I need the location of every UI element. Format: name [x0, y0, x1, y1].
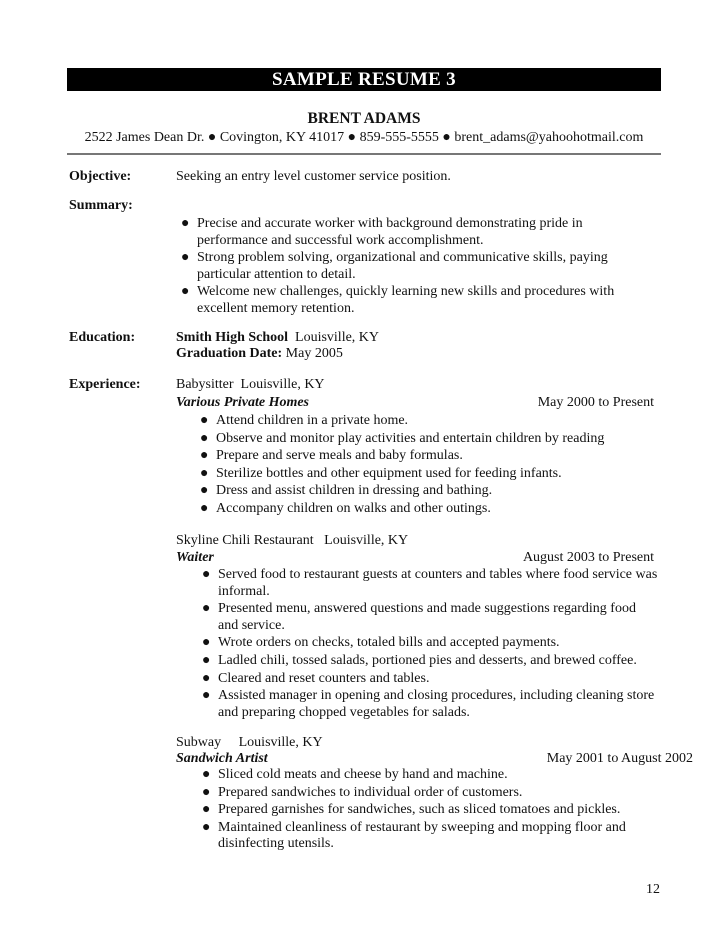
list-item: ● Prepared sandwiches to individual order of customers. — [202, 784, 523, 800]
job-duties-list — [202, 567, 658, 722]
bullet-icon: ● — [200, 500, 209, 516]
list-item: ● Ladled chili, tossed salads, portioned pies and desserts, and brewed coffee. — [202, 652, 637, 668]
bullet-icon: ● — [202, 567, 211, 582]
job-role: Sandwich Artist — [176, 751, 268, 766]
bullet-icon: ● — [181, 284, 190, 300]
school-name: Smith High School — [176, 330, 289, 345]
graduation-line — [176, 346, 343, 362]
bullet-icon: ● — [200, 483, 209, 499]
list-item: ● Prepared garnishes for sandwiches, such as sliced tomatoes and pickles. — [202, 802, 621, 818]
summary-list — [181, 216, 633, 319]
job-employer-line: Skyline Chili Restaurant Louisville, KY — [176, 533, 409, 548]
objective-text: Seeking an entry level customer service position. — [176, 169, 451, 184]
school-location: Louisville, KY — [295, 330, 380, 345]
job-role: Waiter — [176, 550, 214, 565]
job-duties-list — [202, 767, 658, 854]
graduation-label: Graduation Date: — [176, 346, 283, 361]
list-item: ● Presented menu, answered questions and made suggestions regarding food and service. — [202, 601, 636, 633]
list-item: ● Assisted manager in opening and closing procedures, including cleaning store and preparing chopped vegetables for salads. — [202, 688, 655, 720]
list-item: ● Maintained cleanliness of restaurant by sweeping and mopping floor and disinfecting utensils. — [202, 819, 626, 852]
experience-label: Experience: — [69, 377, 141, 392]
bullet-icon: ● — [181, 250, 190, 266]
list-item: ● Dress and assist children in dressing and bathing. — [200, 483, 493, 499]
header-divider — [67, 153, 661, 155]
bullet-icon: ● — [202, 601, 211, 617]
education-label: Education: — [69, 330, 136, 345]
list-item: ● Prepare and serve meals and baby formulas. — [200, 448, 463, 464]
document-banner: SAMPLE RESUME 3 — [67, 68, 661, 91]
bullet-icon: ● — [202, 784, 211, 800]
list-item: ● Sliced cold meats and cheese by hand and machine. — [202, 767, 508, 782]
job-dates: August 2003 to Present — [522, 550, 654, 565]
bullet-icon: ● — [200, 465, 209, 481]
list-item: ● Sterilize bottles and other equipment used for feeding infants. — [200, 465, 562, 481]
bullet-icon: ● — [202, 670, 211, 686]
list-item: ● Served food to restaurant guests at counters and tables where food service was informal. — [202, 567, 658, 599]
job-dates: May 2000 to Present — [537, 395, 654, 410]
bullet-icon: ● — [200, 430, 209, 446]
list-item: ● Attend children in a private home. — [200, 413, 409, 428]
list-item: ● Accompany children on walks and other outings. — [200, 500, 491, 516]
job-employer-line: Babysitter Louisville, KY — [176, 377, 325, 392]
job-role: Various Private Homes — [176, 395, 310, 410]
education-school-line — [176, 330, 379, 346]
graduation-date: May 2005 — [285, 346, 343, 361]
objective-label: Objective: — [69, 169, 132, 184]
job-employer-line: Subway Louisville, KY — [176, 735, 323, 750]
list-item: ● Cleared and reset counters and tables. — [202, 670, 430, 686]
bullet-icon: ● — [202, 802, 211, 818]
applicant-name: BRENT ADAMS — [307, 110, 421, 127]
bullet-icon: ● — [181, 216, 190, 231]
contact-line: 2522 James Dean Dr. ● Covington, KY 41017 ● 859-555-5555 ● brent_adams@yahoohotmail.com — [84, 130, 644, 145]
list-item: ● Welcome new challenges, quickly learning new skills and procedures with excellent memory retention. — [181, 284, 615, 316]
bullet-icon: ● — [202, 767, 211, 782]
list-item: ● Observe and monitor play activities and entertain children by reading — [200, 430, 605, 446]
bullet-icon: ● — [202, 635, 211, 651]
list-item: ● Precise and accurate worker with background demonstrating pride in performance and successful work accomplishment. — [181, 216, 583, 248]
list-item: ● Strong problem solving, organizational and communicative skills, paying particular attention to detail. — [181, 250, 608, 282]
bullet-icon: ● — [202, 688, 211, 704]
page-number: 12 — [646, 882, 660, 897]
list-item: ● Wrote orders on checks, totaled bills and accepted payments. — [202, 635, 560, 651]
bullet-icon: ● — [200, 448, 209, 464]
job-duties-list — [200, 413, 656, 519]
bullet-icon: ● — [202, 819, 211, 835]
bullet-icon: ● — [200, 413, 209, 428]
summary-label: Summary: — [69, 198, 133, 213]
job-dates: May 2001 to August 2002 — [546, 751, 693, 766]
bullet-icon: ● — [202, 652, 211, 668]
